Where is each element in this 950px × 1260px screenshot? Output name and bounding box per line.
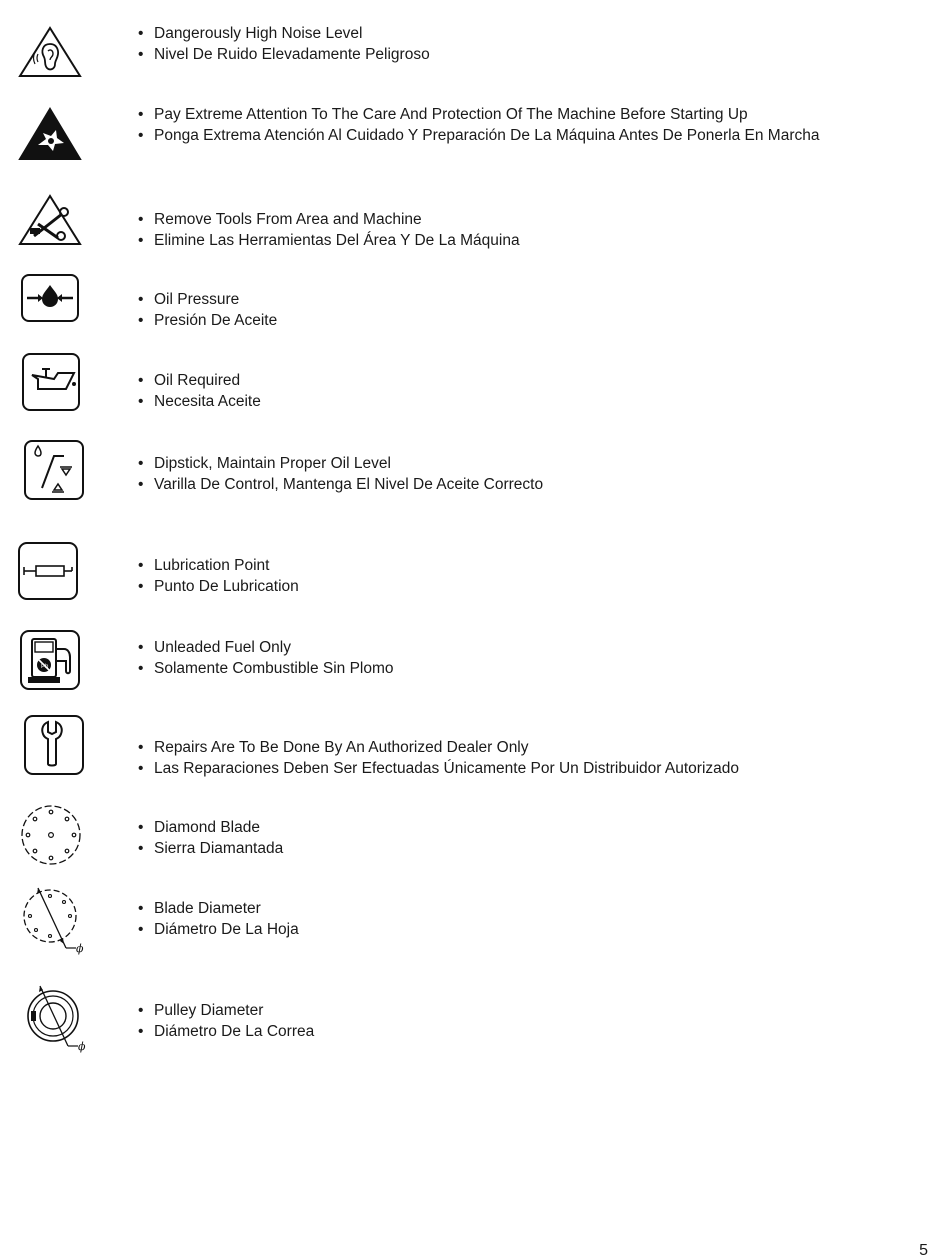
pulley-diameter-icon — [16, 984, 86, 1053]
svg-text:ϕ: ϕ — [78, 1040, 86, 1053]
symbol-label-en: • Oil Required — [138, 371, 261, 392]
symbol-label-es: • Sierra Diamantada — [138, 839, 283, 860]
symbol-label-es: • Ponga Extrema Atención Al Cuidado Y Preparación De La Máquina Antes De Ponerla En Marcha — [138, 126, 819, 147]
fuel-pump-icon — [16, 627, 84, 691]
symbol-label-es: • Varilla De Control, Mantenga El Nivel De Aceite Correcto — [138, 475, 543, 496]
oil-can-icon — [16, 351, 84, 415]
remove-tools-warning-icon — [16, 192, 84, 256]
svg-text:Pb: Pb — [41, 664, 49, 670]
symbol-label-en: • Dangerously High Noise Level — [138, 24, 430, 45]
symbol-label-en: • Pay Extreme Attention To The Care And Protection Of The Machine Before Starting Up — [138, 105, 819, 126]
ear-noise-warning-icon — [16, 24, 84, 88]
grease-gun-icon — [16, 537, 84, 601]
symbol-label-es: • Diámetro De La Hoja — [138, 920, 299, 941]
symbol-label-en: • Oil Pressure — [138, 290, 277, 311]
symbol-label-en: • Diamond Blade — [138, 818, 283, 839]
symbol-label-es: • Solamente Combustible Sin Plomo — [138, 659, 394, 680]
symbol-label-en: • Unleaded Fuel Only — [138, 638, 394, 659]
symbol-label-en: • Remove Tools From Area and Machine — [138, 210, 520, 231]
svg-text:ϕ: ϕ — [76, 942, 84, 955]
symbol-label-es: • Presión De Aceite — [138, 311, 277, 332]
page-number: 5 — [919, 1242, 928, 1259]
symbol-label-en: • Pulley Diameter — [138, 1001, 314, 1022]
machine-care-warning-icon — [16, 105, 84, 169]
symbol-label-es: • Nivel De Ruido Elevadamente Peligroso — [138, 45, 430, 66]
wrench-icon — [16, 712, 84, 776]
blade-diameter-icon — [16, 886, 84, 955]
symbol-label-es: • Elimine Las Herramientas Del Área Y De La Máquina — [138, 231, 520, 252]
diamond-blade-icon — [16, 802, 84, 866]
symbol-label-en: • Blade Diameter — [138, 899, 299, 920]
dipstick-icon — [16, 436, 84, 500]
oil-pressure-icon — [16, 270, 84, 334]
symbol-label-es: • Diámetro De La Correa — [138, 1022, 314, 1043]
symbol-label-es: • Punto De Lubrication — [138, 577, 299, 598]
symbol-label-es: • Las Reparaciones Deben Ser Efectuadas Únicamente Por Un Distribuidor Autorizado — [138, 759, 739, 780]
symbol-label-es: • Necesita Aceite — [138, 392, 261, 413]
symbol-label-en: • Dipstick, Maintain Proper Oil Level — [138, 454, 543, 475]
symbol-label-en: • Lubrication Point — [138, 556, 299, 577]
symbol-label-en: • Repairs Are To Be Done By An Authorized Dealer Only — [138, 738, 739, 759]
